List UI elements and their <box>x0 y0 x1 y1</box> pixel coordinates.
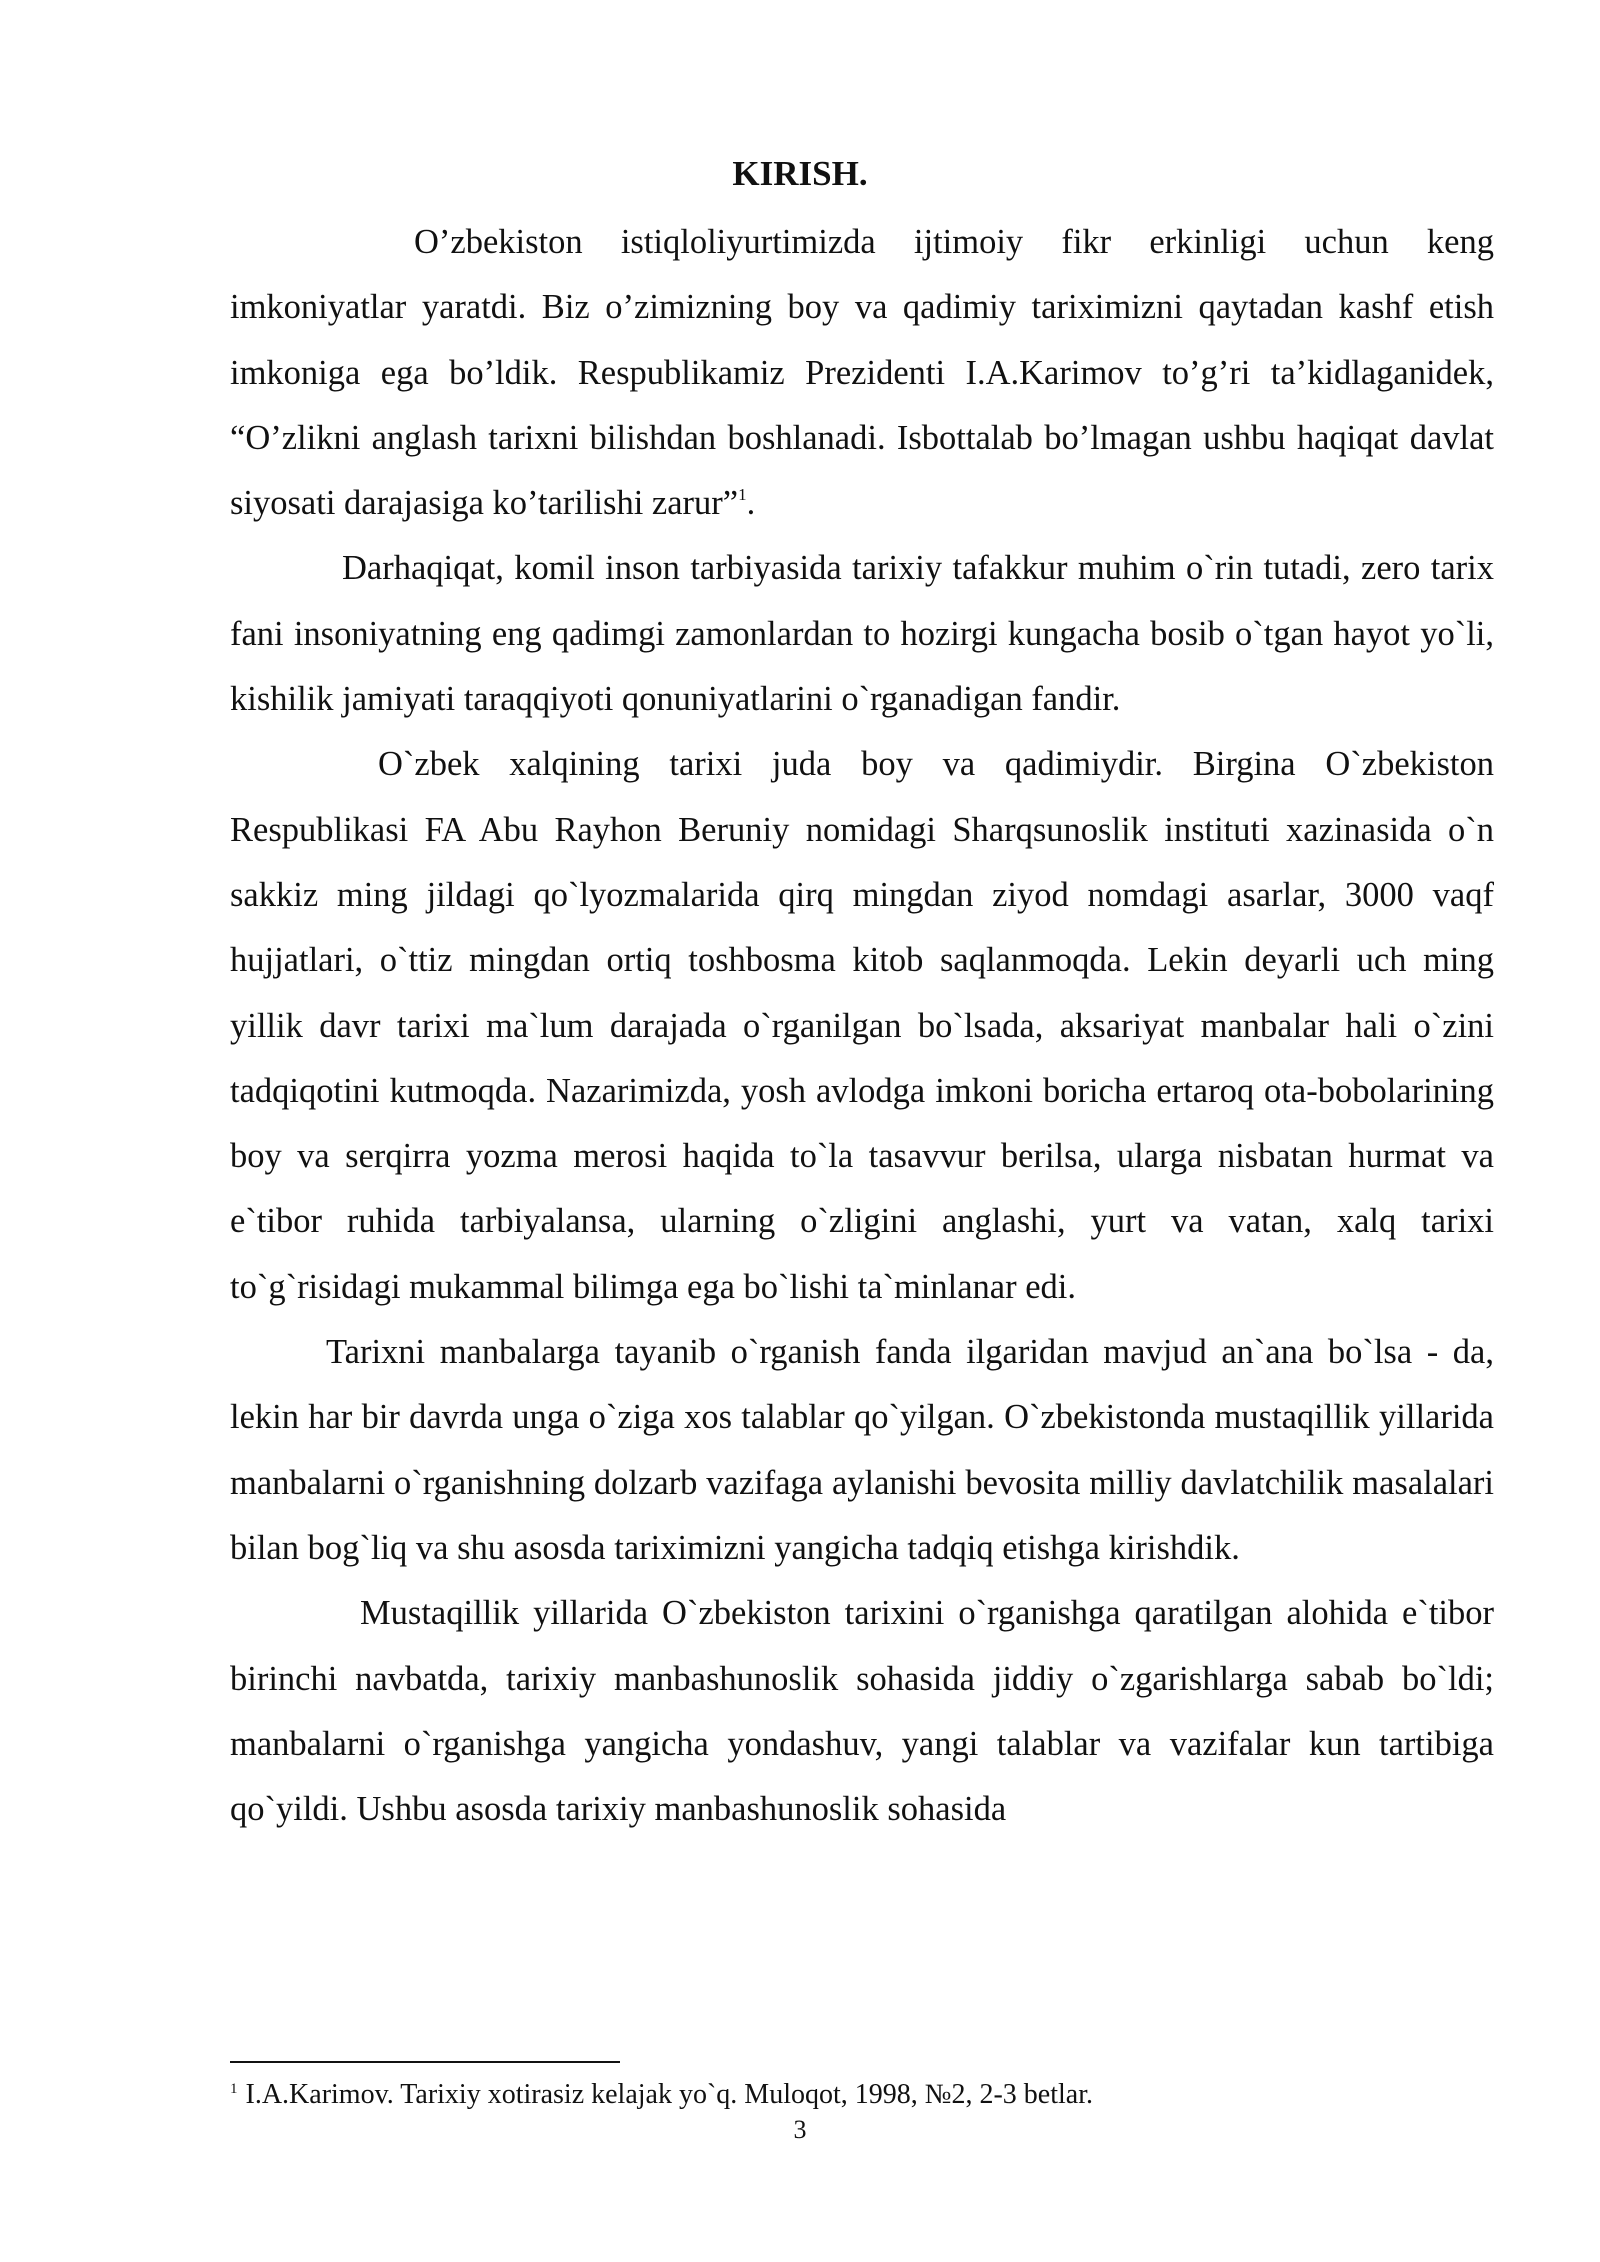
page-title: KIRISH. <box>732 154 868 193</box>
paragraph-1-end: . <box>746 484 756 523</box>
page-number: 3 <box>793 2115 807 2144</box>
paragraph-4: Tarixni manbalarga tayanib o`rganish fanda ilgaridan mavjud an`ana bo`lsa - da, lekin har bir davrda unga o`ziga xos talablar qo`yilgan. O`zbekistonda mustaqillik yillarida manbalarni o`rganishning dolzarb vazifaga aylanishi bevosita milliy davlatchilik masalalari bilan bog`liq va shu asosda tariximizni yangicha tadqiq etishga kirishdik. <box>230 1333 1494 1567</box>
paragraph-1 <box>230 210 1494 536</box>
footnote <box>230 2078 1494 2112</box>
paragraph-1-text: O’zbekiston istiqloliyurtimizda ijtimoiy fikr erkinligi uchun keng imkoniyatlar yaratdi. Biz o’zimizning boy va qadimiy tariximizni qaytadan kashf etish imkoniga ega bo’ldik. Respublikamiz Prezidenti I.A.Karimov to’g’ri ta’kidlaganidek, “O’zlikni anglash tarixni bilishdan boshlanadi. Isbottalab bo’lmagan ushbu haqiqat davlat siyosati darajasiga ko’tarilishi zarur” <box>230 223 1494 523</box>
footnote-reference: 1 <box>738 485 747 505</box>
paragraph-3: O`zbek xalqining tarixi juda boy va qadimiydir. Birgina O`zbekiston Respublikasi FA Abu Rayhon Beruniy nomidagi Sharqsunoslik instituti xazinasida o`n sakkiz ming jildagi qo`lyozmalarida qirq mingdan ziyod nomdagi asarlar, 3000 vaqf hujjatlari, o`ttiz mingdan ortiq toshbosma kitob saqlanmoqda. Lekin deyarli uch ming yillik davr tarixi ma`lum darajada o`rganilgan bo`lsada, aksariyat manbalar hali o`zini tadqiqotini kutmoqda. Nazarimizda, yosh avlodga imkoni boricha ertaroq ota-bobolarining boy va serqirra yozma merosi haqida to`la tasavvur berilsa, ularga nisbatan hurmat va e`tibor ruhida tarbiyalansa, ularning o`zligini anglashi, yurt va vatan, xalq tarixi to`g`risidagi mukammal bilimga ega bo`lishi ta`minlanar edi. <box>230 745 1494 1306</box>
paragraph-5: Mustaqillik yillarida O`zbekiston tarixini o`rganishga qaratilgan alohida e`tibor birinchi navbatda, tarixiy manbashunoslik sohasida jiddiy o`zgarishlarga sabab bo`ldi; manbalarni o`rganishga yangicha yondashuv, yangi talablar va vazifalar kun tartibiga qo`yildi. Ushbu asosda tarixiy manbashunoslik sohasida <box>230 1594 1494 1829</box>
footnote-text: I.A.Karimov. Tarixiy xotirasiz kelajak yo`q. Muloqot, 1998, №2, 2-3 betlar. <box>245 2079 1093 2110</box>
footnote-divider <box>230 2061 620 2063</box>
footnote-marker: 1 <box>230 2081 238 2097</box>
document-body <box>230 210 1494 1842</box>
paragraph-2: Darhaqiqat, komil inson tarbiyasida tarixiy tafakkur muhim o`rin tutadi, zero tarix fani insoniyatning eng qadimgi zamonlardan to hozirgi kungacha bosib o`tgan hayot yo`li, kishilik jamiyati taraqqiyoti qonuniyatlarini o`rganadigan fandir. <box>230 549 1494 719</box>
